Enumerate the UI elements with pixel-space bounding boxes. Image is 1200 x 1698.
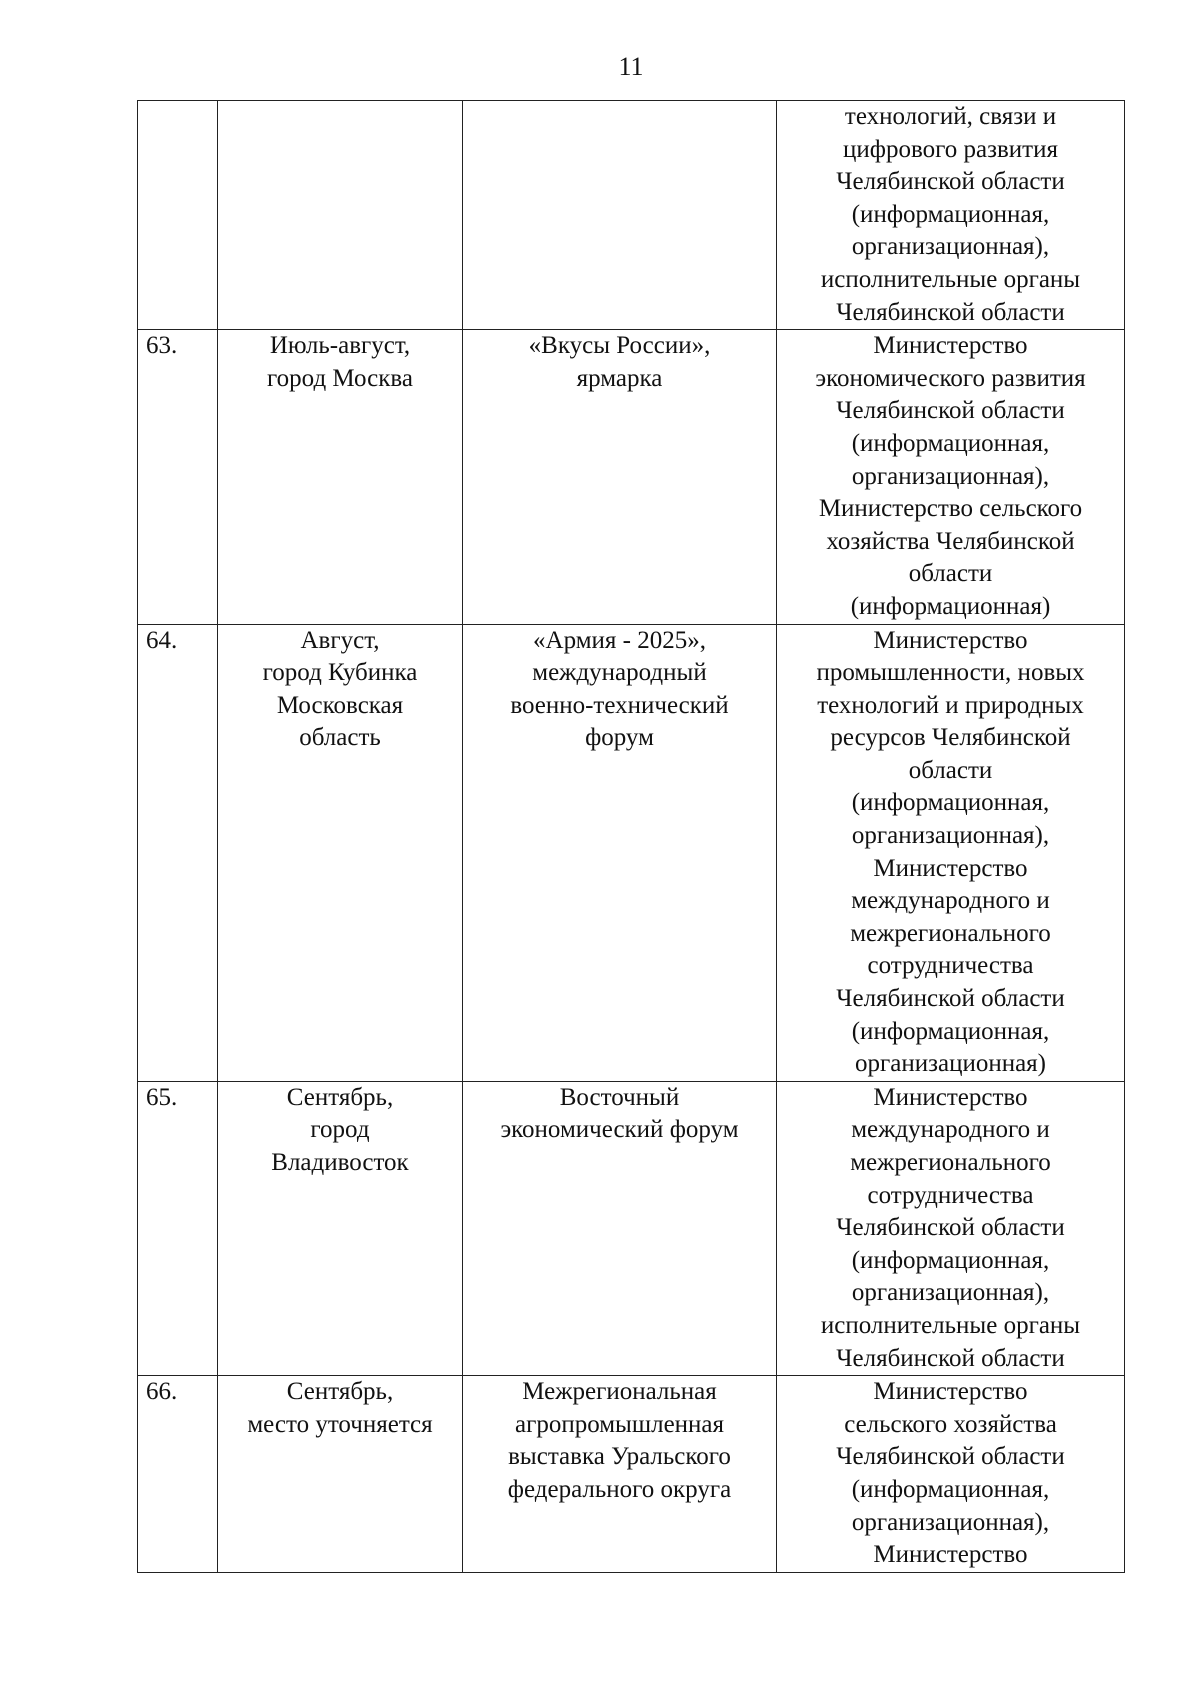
- responsible-cell: [777, 1376, 1125, 1573]
- cell-line: технологий и природных: [817, 691, 1084, 719]
- cell-line: организационная),: [851, 233, 1050, 261]
- date-place-cell: [218, 1376, 463, 1573]
- row-number-cell: 64.: [138, 624, 218, 1081]
- date-place-cell: [218, 624, 463, 1081]
- cell-line: Министерство: [873, 854, 1028, 882]
- cell-line: город: [310, 1116, 370, 1144]
- cell-line: (информационная,: [851, 1246, 1050, 1274]
- cell-line: международного и: [851, 887, 1050, 915]
- cell-line: Челябинской области: [836, 1214, 1065, 1242]
- cell-line: Челябинской области: [836, 985, 1065, 1013]
- cell-line: организационная),: [851, 1279, 1050, 1307]
- cell-line: Министерство: [873, 1083, 1028, 1111]
- table-row: [138, 1376, 1125, 1573]
- cell-line: Министерство: [873, 332, 1028, 360]
- event-cell: [463, 624, 777, 1081]
- cell-line: международного и: [851, 1116, 1050, 1144]
- cell-line: ресурсов Челябинской: [830, 724, 1071, 752]
- cell-line: Челябинской области: [836, 397, 1065, 425]
- cell-line: области: [908, 756, 993, 784]
- cell-line: (информационная,: [851, 429, 1050, 457]
- cell-line: ярмарка: [576, 364, 663, 392]
- cell-line: сельского хозяйства: [844, 1410, 1057, 1438]
- row-number-cell: 65.: [138, 1081, 218, 1375]
- cell-line: область: [299, 724, 381, 752]
- cell-line: «Армия - 2025»,: [533, 626, 706, 654]
- cell-line: Восточный: [559, 1083, 680, 1111]
- row-number-cell: [138, 101, 218, 330]
- cell-line: экономического развития: [815, 364, 1086, 392]
- cell-line: Июль-август,: [269, 332, 411, 360]
- cell-line: Сентябрь,: [286, 1378, 394, 1406]
- cell-line: (информационная): [850, 592, 1051, 620]
- cell-line: агропромышленная: [514, 1410, 725, 1438]
- event-cell: [463, 101, 777, 330]
- row-number-cell: 66.: [138, 1376, 218, 1573]
- cell-line: международный: [532, 659, 707, 687]
- cell-line: Сентябрь,: [286, 1083, 394, 1111]
- cell-line: Челябинской области: [836, 1344, 1065, 1372]
- responsible-cell: [777, 624, 1125, 1081]
- cell-line: Межрегиональная: [522, 1378, 717, 1406]
- row-number-cell: 63.: [138, 330, 218, 624]
- date-place-cell: [218, 330, 463, 624]
- cell-line: исполнительные органы: [820, 265, 1081, 293]
- cell-line: форум: [585, 724, 654, 752]
- cell-line: организационная): [854, 1050, 1046, 1078]
- cell-line: Министерство сельского: [818, 495, 1083, 523]
- cell-line: город Кубинка: [262, 659, 418, 687]
- cell-line: технологий, связи и: [844, 103, 1057, 130]
- cell-line: Владивосток: [271, 1149, 409, 1176]
- cell-line: федерального округа: [507, 1475, 732, 1503]
- responsible-cell: [777, 330, 1125, 624]
- event-cell: [463, 330, 777, 624]
- cell-line: (информационная,: [851, 789, 1050, 817]
- cell-line: сотрудничества: [867, 1181, 1034, 1209]
- event-cell: [463, 1376, 777, 1573]
- date-place-cell: [218, 101, 463, 330]
- event-cell: [463, 1081, 777, 1375]
- cell-line: организационная),: [851, 822, 1050, 850]
- cell-line: (информационная,: [851, 1475, 1050, 1503]
- cell-line: место уточняется: [247, 1410, 433, 1438]
- cell-line: хозяйства Челябинской: [826, 527, 1075, 555]
- table-row: [138, 1081, 1125, 1375]
- cell-line: межрегионального: [850, 1149, 1051, 1176]
- page-number: 11: [618, 52, 644, 81]
- table-row: [138, 330, 1125, 624]
- events-table-body: [138, 101, 1125, 1573]
- cell-line: Челябинской области: [836, 1443, 1065, 1471]
- cell-line: (информационная,: [851, 200, 1050, 228]
- date-place-cell: [218, 1081, 463, 1375]
- cell-line: Август,: [300, 626, 380, 654]
- cell-line: Московская: [276, 691, 404, 719]
- cell-line: экономический форум: [500, 1116, 739, 1144]
- cell-line: военно-технический: [510, 691, 729, 719]
- table-row: [138, 101, 1125, 330]
- cell-line: Министерство: [873, 626, 1028, 654]
- table-row: [138, 624, 1125, 1081]
- cell-line: организационная),: [851, 1508, 1050, 1536]
- cell-line: Министерство: [873, 1378, 1028, 1406]
- cell-line: город Москва: [267, 364, 413, 392]
- cell-line: (информационная,: [851, 1017, 1050, 1045]
- cell-line: Челябинской области: [836, 298, 1065, 326]
- cell-line: межрегионального: [850, 919, 1051, 947]
- cell-line: «Вкусы России»,: [528, 332, 711, 360]
- cell-line: сотрудничества: [867, 952, 1034, 980]
- responsible-cell: [777, 101, 1125, 330]
- cell-line: организационная),: [851, 462, 1050, 490]
- cell-line: Министерство: [873, 1541, 1028, 1569]
- cell-line: промышленности, новых: [816, 659, 1085, 687]
- cell-line: исполнительные органы: [820, 1311, 1081, 1339]
- cell-line: цифрового развития: [843, 135, 1058, 163]
- cell-line: Челябинской области: [836, 168, 1065, 196]
- cell-line: выставка Уральского: [508, 1443, 731, 1471]
- responsible-cell: [777, 1081, 1125, 1375]
- cell-line: области: [908, 560, 993, 588]
- events-table: [137, 100, 1125, 1573]
